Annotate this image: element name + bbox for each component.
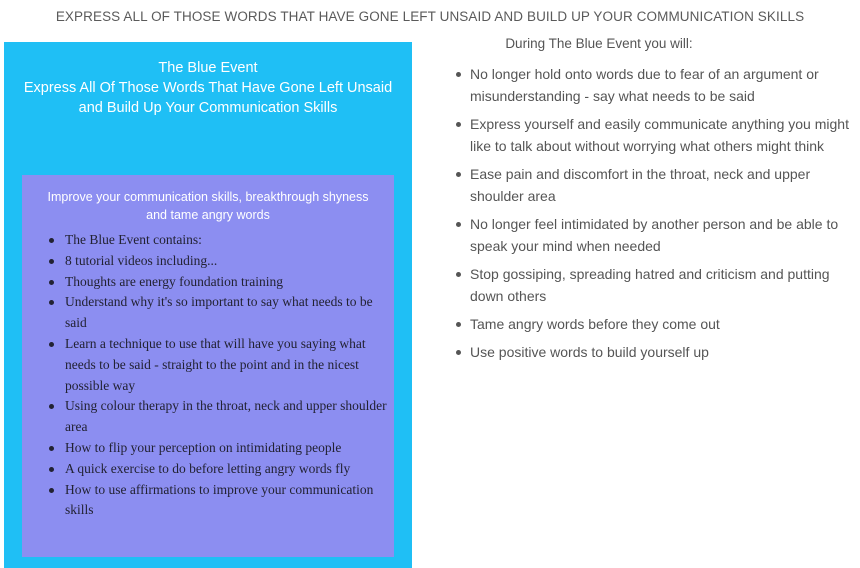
benefits-heading: During The Blue Event you will: [505, 36, 693, 51]
contents-list-item: How to use affirmations to improve your communication skills [65, 480, 387, 522]
contents-intro-line: Improve your communication skills, breakthrough shyness [47, 190, 369, 204]
blue-event-title-line: Express All Of Those Words That Have Gone Left Unsaid [23, 80, 393, 96]
contents-list-item: Thoughts are energy foundation training [65, 272, 387, 293]
page-headline: EXPRESS ALL OF THOSE WORDS THAT HAVE GONE LEFT UNSAID AND BUILD UP YOUR COMMUNICATION SKILLS [55, 9, 805, 24]
contents-intro-line: and tame angry words [146, 208, 270, 222]
contents-list-item: Learn a technique to use that will have you saying what needs to be said - straight to the point and in the nicest possible way [65, 334, 387, 396]
benefits-list-item: Use positive words to build yourself up [470, 341, 858, 363]
benefits-list-item: No longer feel intimidated by another person and be able to speak your mind when needed [470, 213, 858, 257]
contents-intro [22, 188, 394, 224]
contents-list-item: A quick exercise to do before letting angry words fly [65, 459, 387, 480]
contents-box [22, 175, 394, 557]
contents-list [37, 230, 387, 521]
benefits-list-item: Express yourself and easily communicate anything you might like to talk about without worrying what others might think [470, 113, 858, 157]
benefits-list [448, 63, 858, 369]
benefits-list-item: No longer hold onto words due to fear of an argument or misunderstanding - say what needs to be said [470, 63, 858, 107]
contents-list-item: The Blue Event contains: [65, 230, 387, 251]
blue-event-title-line: The Blue Event [158, 60, 258, 76]
benefits-list-item: Tame angry words before they come out [470, 313, 858, 335]
contents-list-item: Using colour therapy in the throat, neck and upper shoulder area [65, 396, 387, 438]
benefits-list-item: Stop gossiping, spreading hatred and criticism and putting down others [470, 263, 858, 307]
blue-event-panel [4, 42, 412, 568]
contents-list-item: Understand why it's so important to say what needs to be said [65, 292, 387, 334]
contents-list-item: 8 tutorial videos including... [65, 251, 387, 272]
contents-list-item: How to flip your perception on intimidating people [65, 438, 387, 459]
blue-event-title [4, 58, 412, 118]
blue-event-title-line: and Build Up Your Communication Skills [78, 100, 338, 116]
benefits-list-item: Ease pain and discomfort in the throat, neck and upper shoulder area [470, 163, 858, 207]
